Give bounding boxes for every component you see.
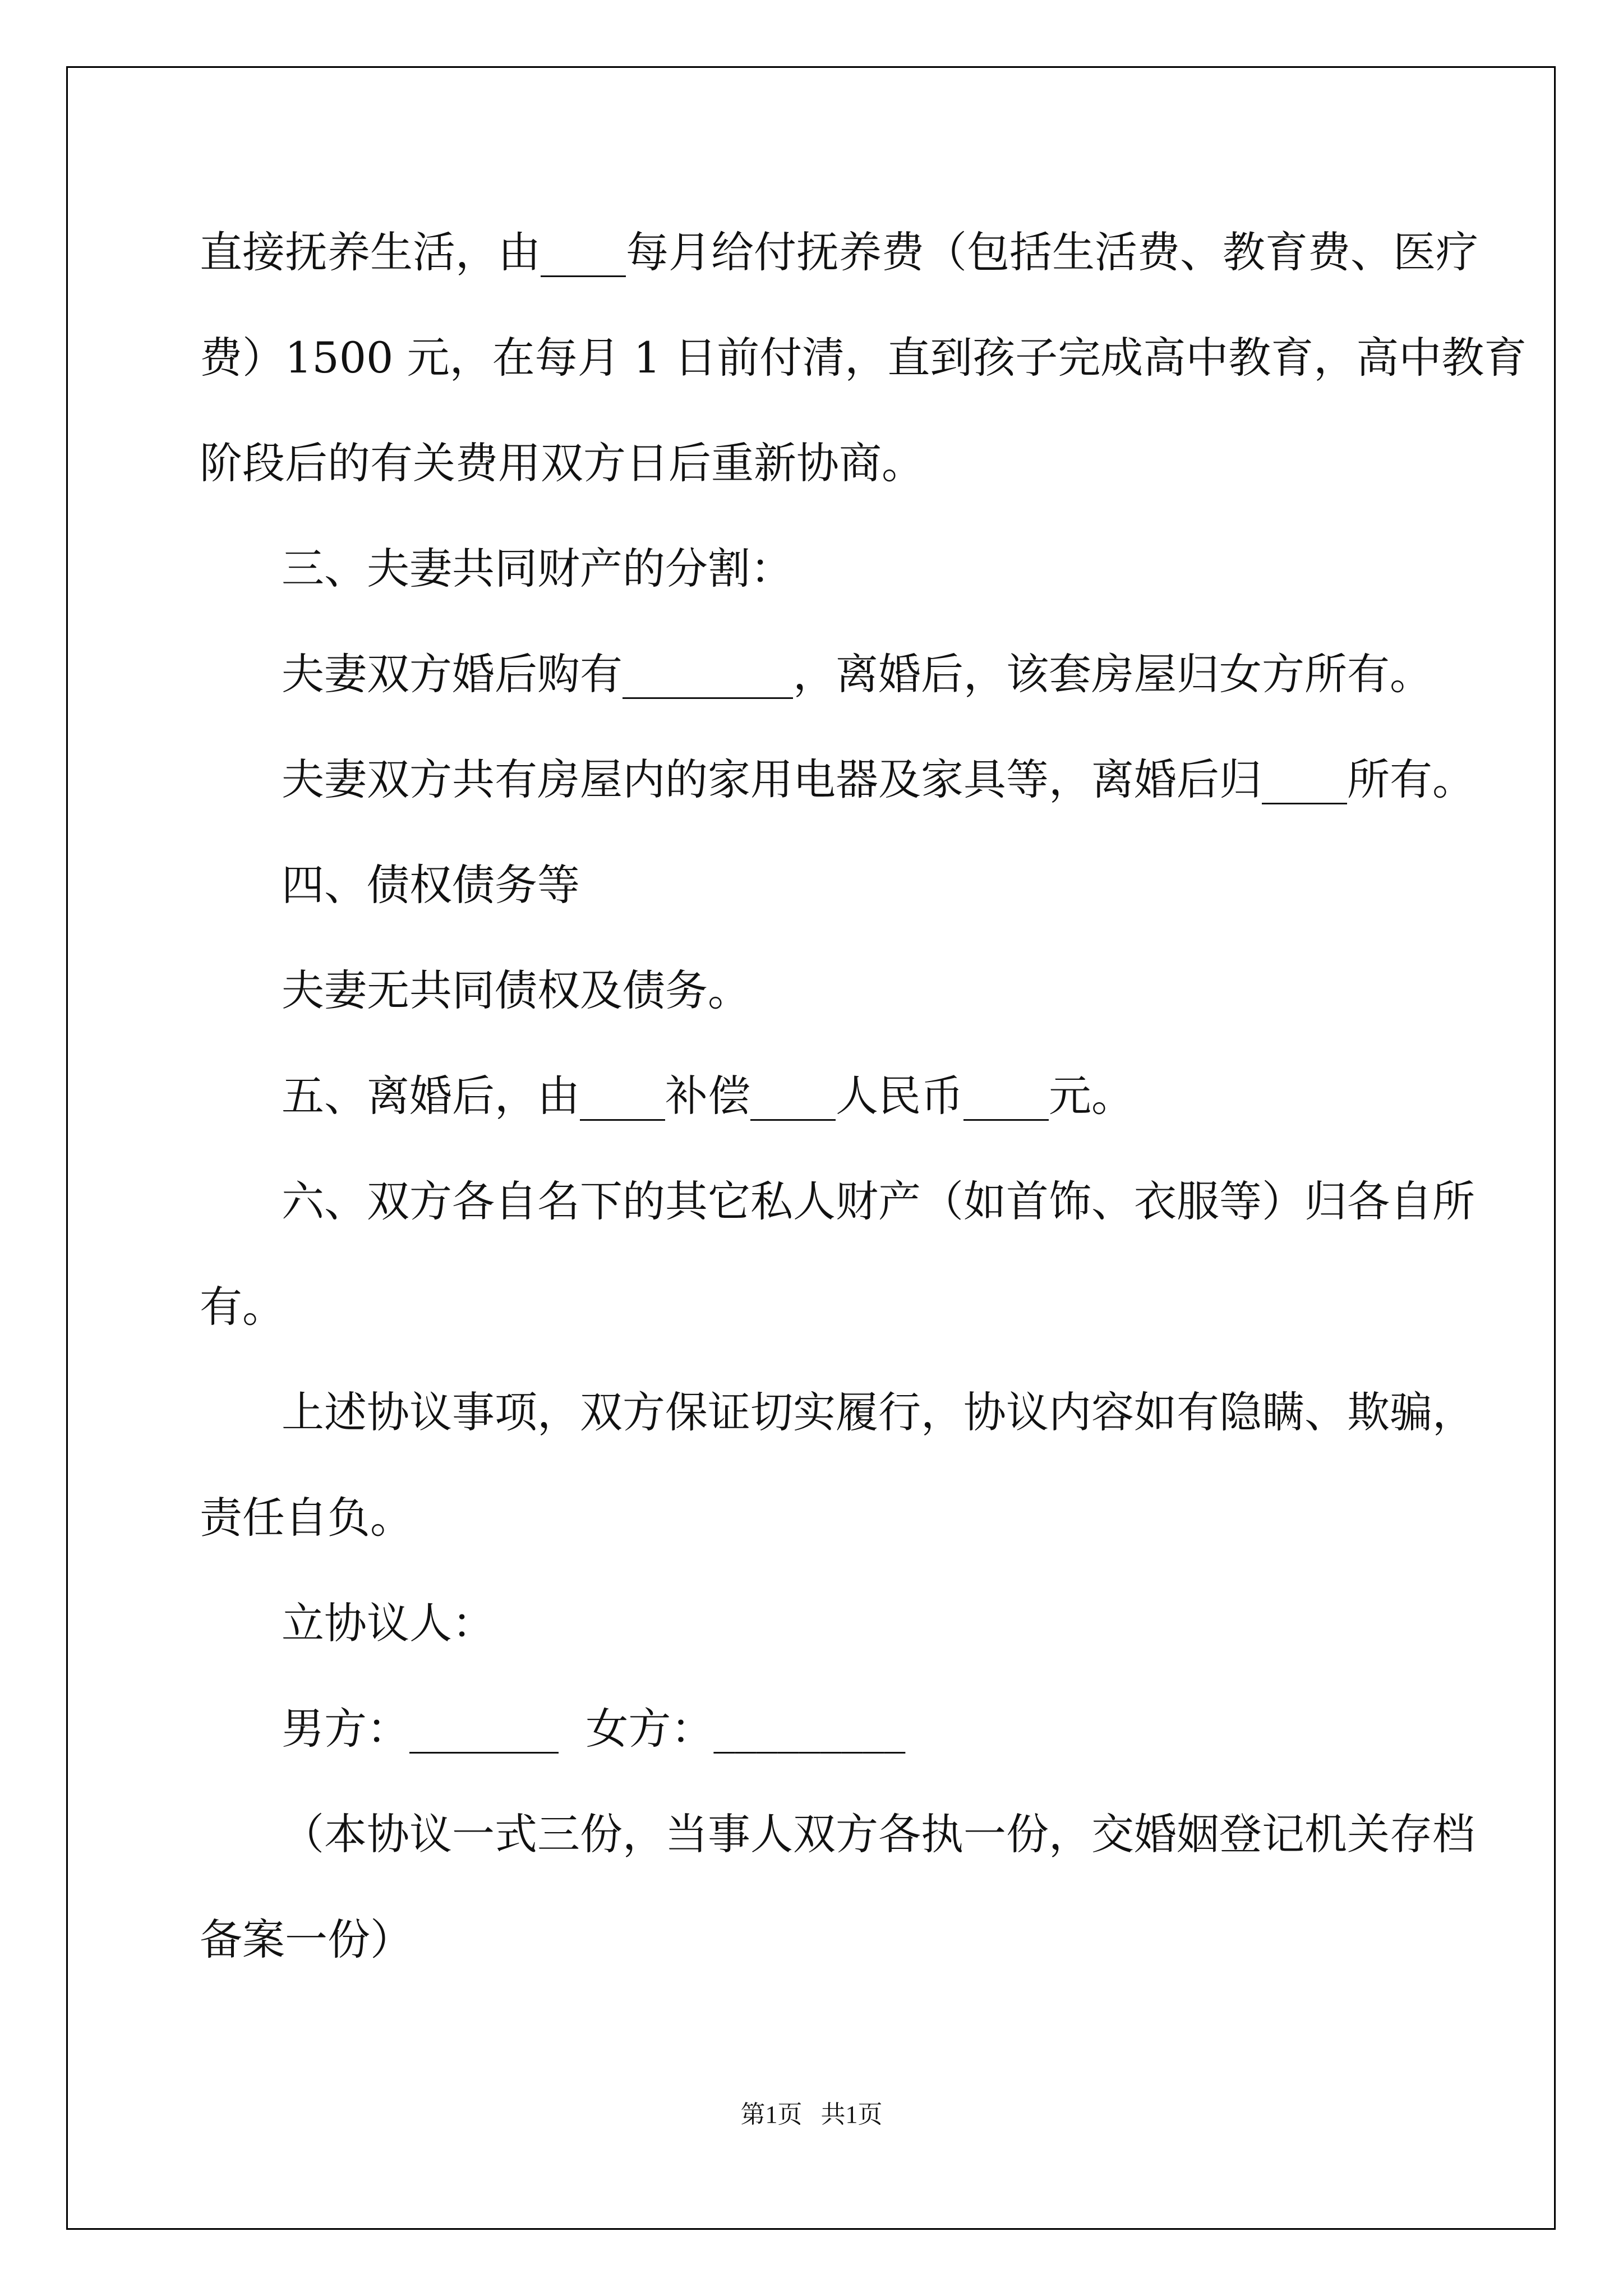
paragraph-line: 夫妻双方婚后购有________，离婚后，该套房屋归女方所有。: [282, 649, 1432, 699]
paragraph-line: 直接抚养生活，由____每月给付抚养费（包括生活费、教育费、医疗: [200, 227, 1478, 277]
paragraph-line: 费）1500 元，在每月 1 日前付清，直到孩子完成高中教育，高中教育: [200, 333, 1527, 383]
paragraph-line: （本协议一式三份，当事人双方各执一份，交婚姻登记机关存档: [282, 1809, 1475, 1859]
signature-label: 立协议人：: [282, 1598, 495, 1648]
page-footer: 第1页 共1页: [740, 2101, 883, 2128]
paragraph-line: 有。: [200, 1282, 285, 1332]
section-heading: 四、债权债务等: [282, 860, 580, 910]
section-heading: 六、双方各自名下的其它私人财产（如首饰、衣服等）归各自所: [282, 1176, 1475, 1226]
signature-fields: 男方：_______ 女方：_________: [282, 1704, 906, 1754]
paragraph-line: 备案一份）: [200, 1915, 413, 1964]
paragraph-line: 阶段后的有关费用双方日后重新协商。: [200, 438, 924, 488]
page-border: [66, 66, 1556, 2230]
paragraph-line: 夫妻无共同债权及债务。: [282, 965, 750, 1015]
paragraph-line: 夫妻双方共有房屋内的家用电器及家具等，离婚后归____所有。: [282, 754, 1475, 804]
paragraph-line: 责任自负。: [200, 1493, 413, 1543]
section-heading: 三、夫妻共同财产的分割：: [282, 544, 793, 593]
paragraph-line: 上述协议事项，双方保证切实履行，协议内容如有隐瞒、欺骗，: [282, 1387, 1475, 1437]
section-heading: 五、离婚后，由____补偿____人民币____元。: [282, 1071, 1134, 1121]
